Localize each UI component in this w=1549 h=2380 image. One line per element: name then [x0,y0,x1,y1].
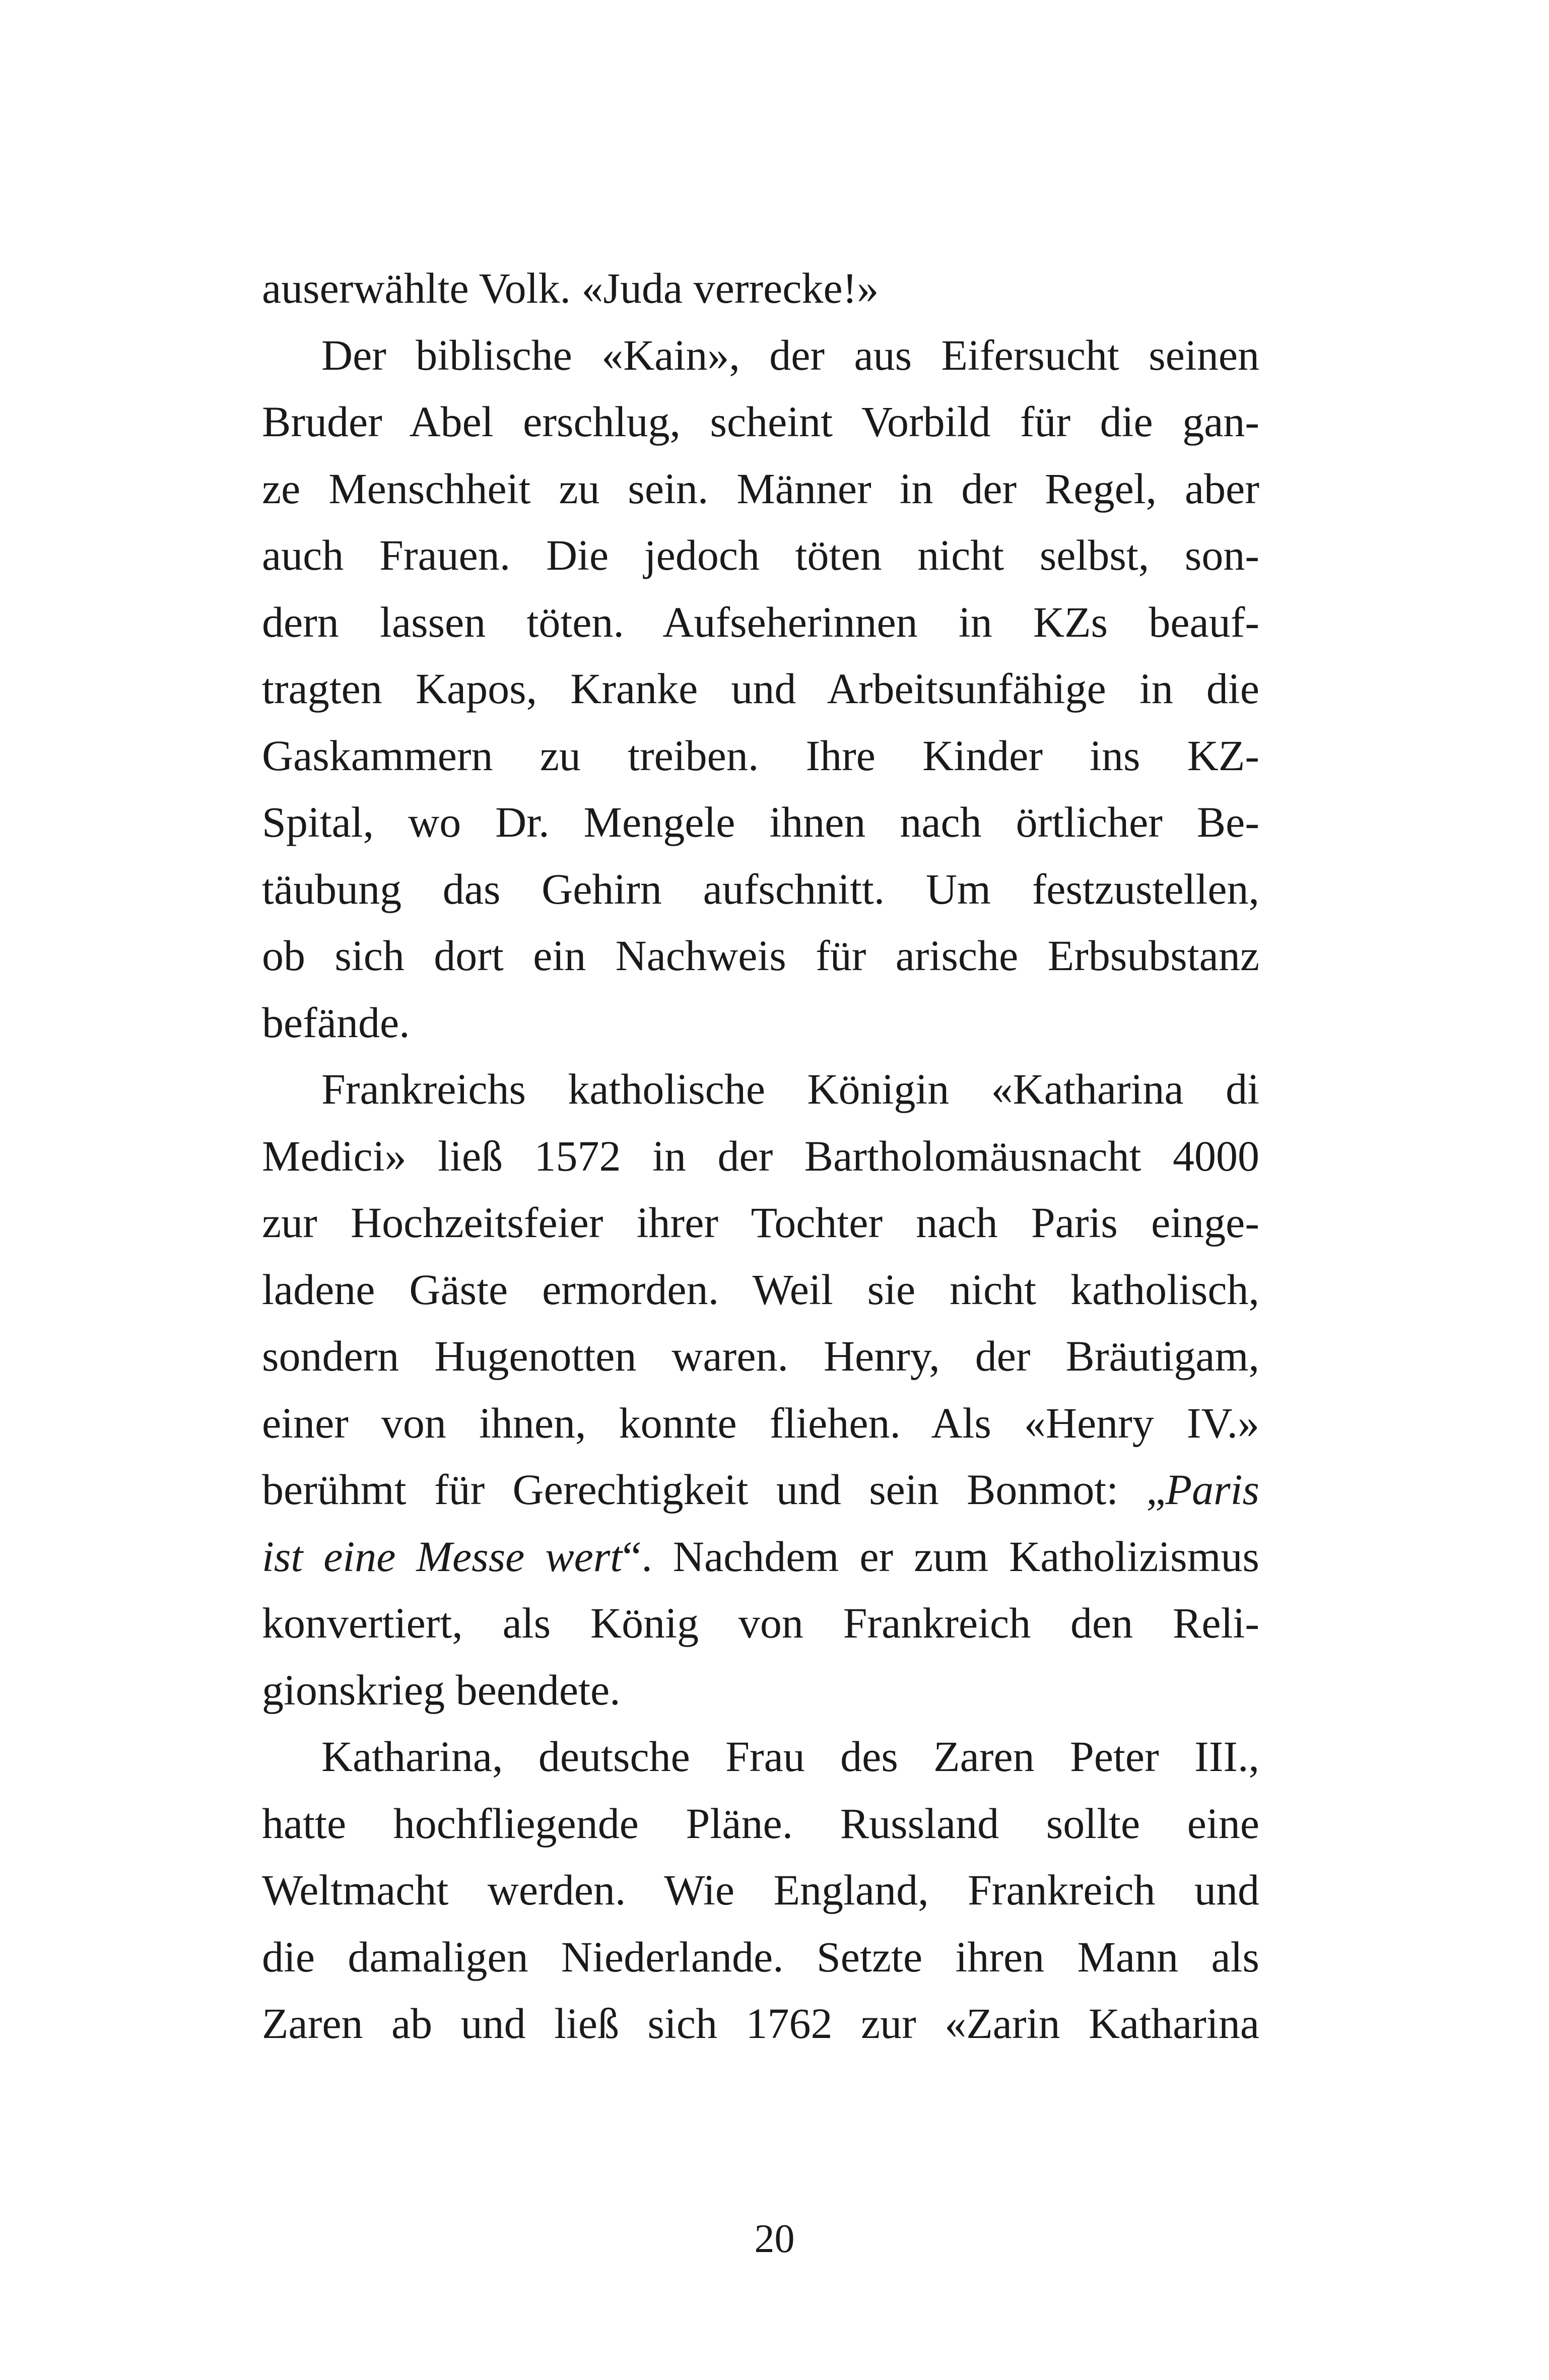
text-line: auserwählte Volk. «Juda verrecke!» [262,264,879,312]
body-text [262,255,1259,2057]
text-line: zur Hochzeitsfeier ihrer Tochter nach Paris einge- [262,1198,1259,1247]
text-line: ladene Gäste ermorden. Weil sie nicht katholisch, [262,1265,1259,1314]
text-line: ob sich dort ein Nachweis für arische Erbsubstanz [262,931,1259,980]
italic-run: ist eine Messe wert [262,1532,623,1581]
text-line: ze Menschheit zu sein. Männer in der Regel, aber [262,464,1259,513]
text-line [262,1523,1259,1590]
text-line [262,1456,1259,1523]
text-line: Weltmacht werden. Wie England, Frankreich und [262,1866,1259,1914]
text-line: Der biblische «Kain», der aus Eifersucht seinen [321,330,1259,379]
text-run: “. Nachdem er zum Katholizismus [622,1532,1259,1581]
text-line: Bruder Abel erschlug, scheint Vorbild für die gan- [262,397,1259,446]
text-line: sondern Hugenotten waren. Henry, der Bräutigam, [262,1332,1259,1380]
text-line: auch Frauen. Die jedoch töten nicht selbst, son- [262,531,1259,579]
text-line: hatte hochfliegende Pläne. Russland sollte eine [262,1799,1259,1848]
text-line: dern lassen töten. Aufseherinnen in KZs beauf- [262,597,1259,646]
text-line: Medici» ließ 1572 in der Bartholomäusnacht 4000 [262,1131,1259,1180]
text-line: täubung das Gehirn aufschnitt. Um festzustellen, [262,864,1259,913]
page-number: 20 [754,2217,795,2261]
text-line: Spital, wo Dr. Mengele ihnen nach örtlicher Be- [262,798,1259,846]
text-line: Frankreichs katholische Königin «Katharina di [321,1065,1259,1113]
text-line: befände. [262,998,410,1047]
text-line: tragten Kapos, Kranke und Arbeitsunfähige in die [262,664,1259,713]
text-line: gionskrieg beendete. [262,1665,621,1714]
text-line: Gaskammern zu treiben. Ihre Kinder ins KZ- [262,731,1259,780]
text-run: berühmt für Gerechtigkeit und sein Bonmot: „ [262,1465,1166,1514]
text-line: einer von ihnen, konnte fliehen. Als «Henry IV.» [262,1398,1259,1447]
text-line: Zaren ab und ließ sich 1762 zur «Zarin Katharina [262,1999,1259,2048]
text-line: Katharina, deutsche Frau des Zaren Peter III., [321,1732,1259,1781]
text-line: die damaligen Niederlande. Setzte ihren Mann als [262,1932,1259,1981]
text-line: konvertiert, als König von Frankreich den Reli- [262,1599,1259,1647]
italic-run: Paris [1165,1465,1259,1514]
